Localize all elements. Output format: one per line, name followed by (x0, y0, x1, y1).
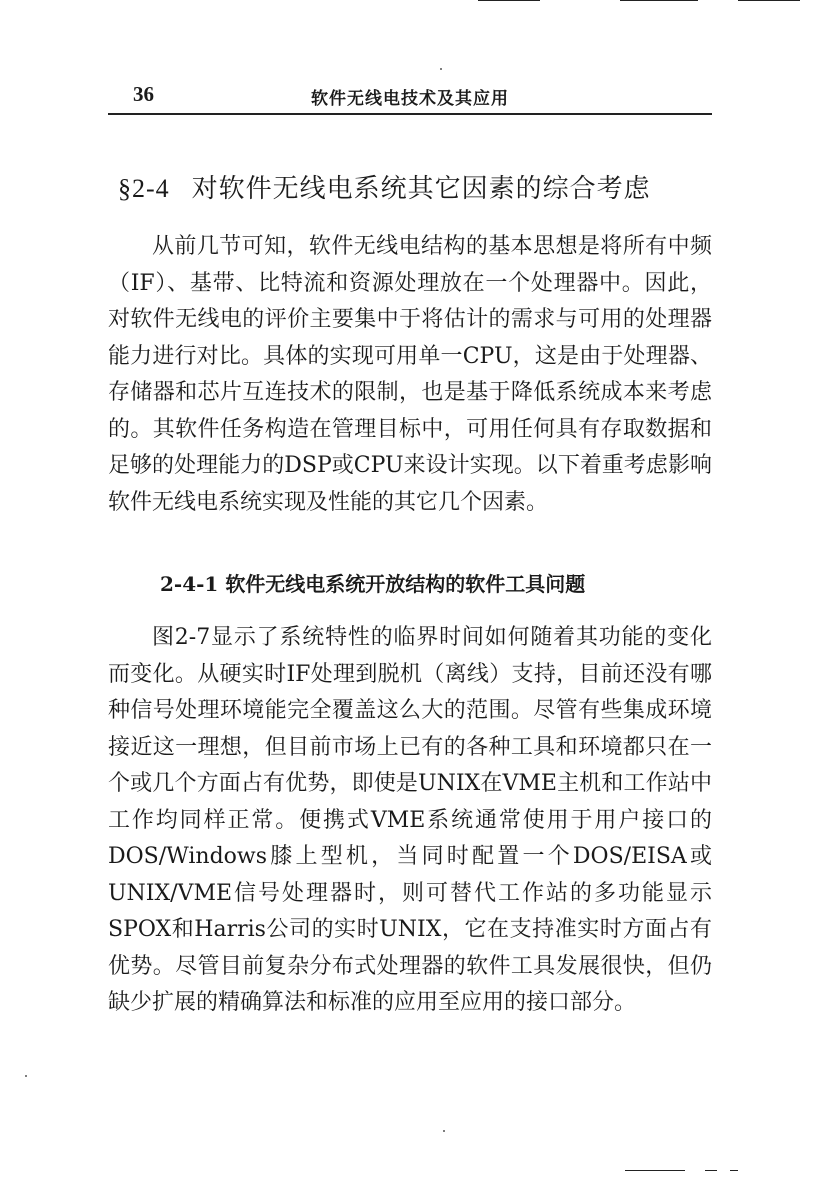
paragraph-text: 从前几节可知，软件无线电结构的基本思想是将所有中频（IF）、基带、比特流和资源处理放在一个处理器中。因此，对软件无线电的评价主要集中于将估计的需求与可用的处理器能力进行对比。具体的实现可用单一CPU，这是由于处理器、存储器和芯片互连技术的限制，也是基于降低系统成本来考虑的。其软件任务构造在管理目标中，可用任何具有存取数据和足够的处理能力的DSP或CPU来设计实现。以下着重考虑影响软件无线电系统实现及性能的其它几个因素。 (108, 234, 712, 515)
scan-mark (625, 1170, 685, 1171)
section-number: §2-4 (118, 174, 170, 203)
scan-mark (620, 0, 698, 1)
scan-mark (738, 0, 800, 1)
paragraph-2 (108, 620, 712, 1022)
scan-mark (478, 0, 540, 1)
section-title: 对软件无线电系统其它因素的综合考虑 (191, 174, 651, 204)
section-heading (118, 168, 651, 205)
running-title: 软件无线电技术及其应用 (311, 89, 509, 109)
scan-dot (440, 68, 442, 70)
paragraph-1 (108, 229, 712, 521)
paragraph-text: 图2-7显示了系统特性的临界时间如何随着其功能的变化而变化。从硬实时IF处理到脱机（离线）支持，目前还没有哪种信号处理环境能完全覆盖这么大的范围。尽管有些集成环境接近这一理想，但目前市场上已有的各种工具和环境都只在一个或几个方面占有优势，即使是UNIX在VME主机和工作站中工作均同样正常。便携式VME系统通常使用于用户接口的DOS/Windows膝上型机，当同时配置一个DOS/EISA或UNIX/VME信号处理器时，则可替代工作站的多功能显示SPOX和Harris公司的实时UNIX，它在支持准实时方面占有优势。尽管目前复杂分布式处理器的软件工具发展很快，但仍缺少扩展的精确算法和标准的应用至应用的接口部分。 (108, 625, 713, 1015)
scan-mark (705, 1170, 717, 1171)
subsection-heading: 2-4-1 软件无线电系统开放结构的软件工具问题 (160, 572, 586, 596)
scan-dot (443, 1130, 445, 1132)
scan-mark (730, 1170, 738, 1171)
scan-dot (25, 1075, 27, 1077)
page-number: 36 (133, 82, 154, 106)
header-rule (108, 113, 712, 115)
